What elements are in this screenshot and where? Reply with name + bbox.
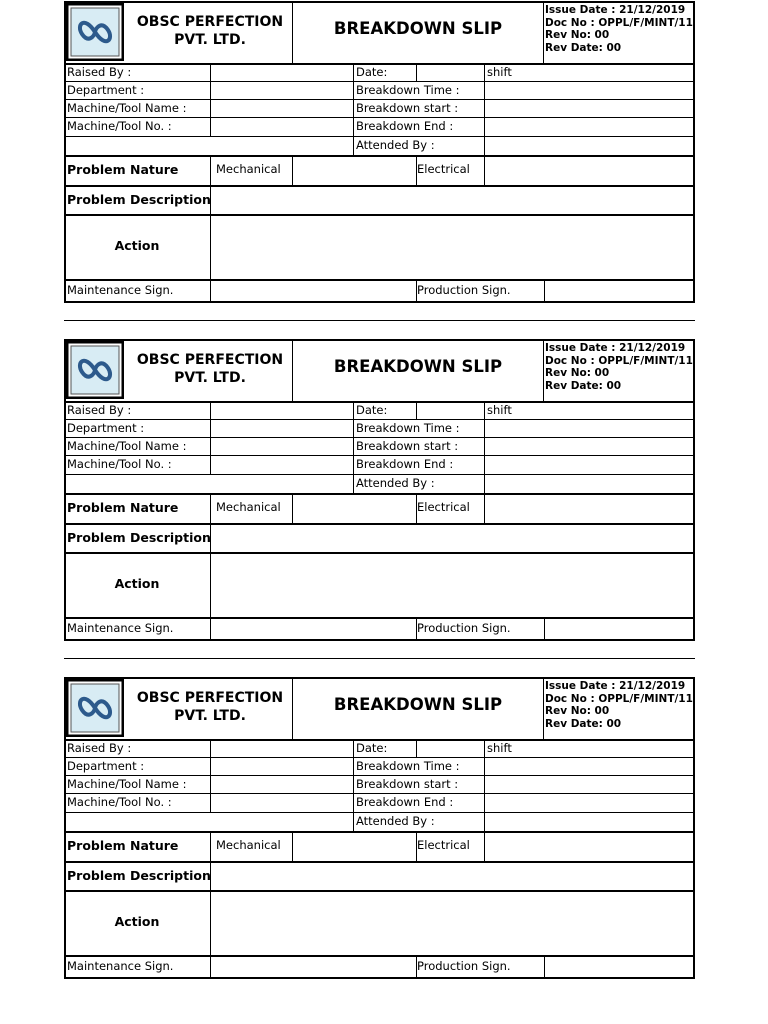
grid-line bbox=[484, 401, 485, 494]
border-line bbox=[64, 639, 695, 641]
grid-line bbox=[484, 493, 485, 524]
electrical-label: Electrical bbox=[417, 500, 470, 514]
grid-line bbox=[64, 214, 695, 216]
grid-line bbox=[544, 617, 545, 641]
shift-label: shift bbox=[487, 403, 512, 417]
border-line bbox=[64, 301, 695, 303]
grid-line bbox=[210, 493, 211, 641]
raised-by-label: Raised By : bbox=[67, 403, 132, 417]
grid-line bbox=[64, 861, 695, 863]
grid-line bbox=[64, 117, 695, 118]
grid-line bbox=[210, 155, 211, 303]
border-line bbox=[693, 339, 695, 641]
border-line bbox=[64, 677, 695, 679]
grid-line bbox=[353, 63, 354, 137]
machine-tool-name-label: Machine/Tool Name : bbox=[67, 101, 187, 115]
rev-number: Rev No: 00 bbox=[545, 367, 610, 379]
department-label: Department : bbox=[67, 421, 145, 435]
department-label: Department : bbox=[67, 759, 145, 773]
grid-line bbox=[292, 493, 293, 524]
border-line bbox=[64, 1, 66, 303]
problem-nature-label: Problem Nature bbox=[67, 838, 179, 853]
border-line bbox=[64, 677, 66, 979]
machine-tool-no-label: Machine/Tool No. : bbox=[67, 795, 172, 809]
grid-line bbox=[353, 812, 354, 832]
grid-line bbox=[210, 831, 211, 979]
grid-line bbox=[64, 136, 695, 137]
grid-line bbox=[64, 793, 695, 794]
rev-date: Rev Date: 00 bbox=[545, 379, 622, 392]
issue-date: Issue Date : 21/12/2019 bbox=[545, 342, 686, 354]
grid-line bbox=[353, 401, 354, 475]
rev-number: Rev No: 00 bbox=[545, 705, 610, 717]
machine-tool-no-label: Machine/Tool No. : bbox=[67, 457, 172, 471]
production-sign-label: Production Sign. bbox=[417, 283, 511, 297]
company-name-line1: OBSC PERFECTION bbox=[136, 14, 284, 30]
breakdown-end-label: Breakdown End : bbox=[356, 457, 454, 471]
grid-line bbox=[64, 757, 695, 758]
company-name-line2: PVT. LTD. bbox=[174, 32, 246, 48]
machine-tool-name-label: Machine/Tool Name : bbox=[67, 439, 187, 453]
grid-line bbox=[64, 455, 695, 456]
grid-line bbox=[64, 552, 695, 554]
breakdown-end-label: Breakdown End : bbox=[356, 795, 454, 809]
grid-line bbox=[353, 474, 354, 494]
attended-by-label: Attended By : bbox=[356, 476, 435, 490]
mechanical-label: Mechanical bbox=[216, 162, 281, 176]
grid-line bbox=[292, 831, 293, 862]
maintenance-sign-label: Maintenance Sign. bbox=[67, 283, 174, 297]
breakdown-time-label: Breakdown Time : bbox=[356, 421, 460, 435]
doc-info bbox=[545, 342, 693, 392]
maintenance-sign-label: Maintenance Sign. bbox=[67, 959, 174, 973]
electrical-label: Electrical bbox=[417, 838, 470, 852]
grid-line bbox=[210, 401, 211, 475]
doc-number: Doc No : OPPL/F/MINT/11 bbox=[545, 692, 693, 705]
machine-tool-no-label: Machine/Tool No. : bbox=[67, 119, 172, 133]
grid-line bbox=[64, 775, 695, 776]
grid-line bbox=[210, 739, 211, 813]
border-line bbox=[64, 1, 695, 3]
company-name-line1: OBSC PERFECTION bbox=[136, 690, 284, 706]
date-label: Date: bbox=[356, 403, 388, 417]
grid-line bbox=[64, 279, 695, 281]
shift-label: shift bbox=[487, 741, 512, 755]
border-line bbox=[64, 339, 695, 341]
attended-by-label: Attended By : bbox=[356, 138, 435, 152]
doc-number: Doc No : OPPL/F/MINT/11 bbox=[545, 354, 693, 367]
grid-line bbox=[543, 339, 544, 402]
problem-nature-label: Problem Nature bbox=[67, 500, 179, 515]
breakdown-slip bbox=[64, 1, 695, 303]
mechanical-label: Mechanical bbox=[216, 838, 281, 852]
grid-line bbox=[416, 739, 417, 757]
maintenance-sign-label: Maintenance Sign. bbox=[67, 621, 174, 635]
breakdown-end-label: Breakdown End : bbox=[356, 119, 454, 133]
grid-line bbox=[210, 63, 211, 137]
grid-line bbox=[64, 493, 695, 495]
grid-line bbox=[484, 63, 485, 156]
slip-divider bbox=[64, 658, 695, 659]
doc-number: Doc No : OPPL/F/MINT/11 bbox=[545, 16, 693, 29]
grid-line bbox=[544, 279, 545, 303]
border-line bbox=[64, 977, 695, 979]
production-sign-label: Production Sign. bbox=[417, 621, 511, 635]
machine-tool-name-label: Machine/Tool Name : bbox=[67, 777, 187, 791]
grid-line bbox=[484, 831, 485, 862]
action-label: Action bbox=[114, 576, 160, 591]
slip-title: BREAKDOWN SLIP bbox=[333, 357, 503, 376]
border-line bbox=[693, 1, 695, 303]
slip-title: BREAKDOWN SLIP bbox=[333, 19, 503, 38]
breakdown-slip bbox=[64, 339, 695, 641]
grid-line bbox=[64, 437, 695, 438]
raised-by-label: Raised By : bbox=[67, 65, 132, 79]
issue-date: Issue Date : 21/12/2019 bbox=[545, 4, 686, 16]
grid-line bbox=[543, 1, 544, 64]
slip-divider bbox=[64, 320, 695, 321]
grid-line bbox=[353, 136, 354, 156]
attended-by-label: Attended By : bbox=[356, 814, 435, 828]
rev-date: Rev Date: 00 bbox=[545, 41, 622, 54]
company-name-line1: OBSC PERFECTION bbox=[136, 352, 284, 368]
issue-date: Issue Date : 21/12/2019 bbox=[545, 680, 686, 692]
grid-line bbox=[64, 617, 695, 619]
rev-number: Rev No: 00 bbox=[545, 29, 610, 41]
company-logo-icon bbox=[66, 341, 124, 399]
grid-line bbox=[292, 1, 293, 64]
border-line bbox=[693, 677, 695, 979]
company-logo-icon bbox=[66, 3, 124, 61]
grid-line bbox=[416, 401, 417, 419]
doc-info bbox=[545, 4, 693, 54]
date-label: Date: bbox=[356, 741, 388, 755]
breakdown-start-label: Breakdown start : bbox=[356, 439, 459, 453]
grid-line bbox=[64, 831, 695, 833]
problem-description-label: Problem Description bbox=[67, 530, 211, 545]
rev-date: Rev Date: 00 bbox=[545, 717, 622, 730]
grid-line bbox=[64, 155, 695, 157]
grid-line bbox=[544, 955, 545, 979]
action-label: Action bbox=[114, 914, 160, 929]
problem-description-label: Problem Description bbox=[67, 868, 211, 883]
slip-title: BREAKDOWN SLIP bbox=[333, 695, 503, 714]
grid-line bbox=[353, 739, 354, 813]
breakdown-slip bbox=[64, 677, 695, 979]
production-sign-label: Production Sign. bbox=[417, 959, 511, 973]
grid-line bbox=[64, 99, 695, 100]
grid-line bbox=[416, 63, 417, 81]
breakdown-time-label: Breakdown Time : bbox=[356, 759, 460, 773]
company-name bbox=[127, 13, 293, 49]
raised-by-label: Raised By : bbox=[67, 741, 132, 755]
grid-line bbox=[64, 419, 695, 420]
breakdown-time-label: Breakdown Time : bbox=[356, 83, 460, 97]
grid-line bbox=[292, 677, 293, 740]
problem-description-label: Problem Description bbox=[67, 192, 211, 207]
company-name bbox=[127, 351, 293, 387]
problem-nature-label: Problem Nature bbox=[67, 162, 179, 177]
breakdown-start-label: Breakdown start : bbox=[356, 777, 459, 791]
electrical-label: Electrical bbox=[417, 162, 470, 176]
grid-line bbox=[64, 185, 695, 187]
date-label: Date: bbox=[356, 65, 388, 79]
grid-line bbox=[64, 523, 695, 525]
company-name-line2: PVT. LTD. bbox=[174, 370, 246, 386]
mechanical-label: Mechanical bbox=[216, 500, 281, 514]
grid-line bbox=[292, 339, 293, 402]
grid-line bbox=[64, 955, 695, 957]
doc-info bbox=[545, 680, 693, 730]
border-line bbox=[64, 339, 66, 641]
grid-line bbox=[484, 739, 485, 832]
company-name-line2: PVT. LTD. bbox=[174, 708, 246, 724]
grid-line bbox=[292, 155, 293, 186]
company-logo-icon bbox=[66, 679, 124, 737]
grid-line bbox=[64, 812, 695, 813]
grid-line bbox=[64, 890, 695, 892]
grid-line bbox=[64, 81, 695, 82]
action-label: Action bbox=[114, 238, 160, 253]
grid-line bbox=[543, 677, 544, 740]
department-label: Department : bbox=[67, 83, 145, 97]
grid-line bbox=[64, 474, 695, 475]
breakdown-start-label: Breakdown start : bbox=[356, 101, 459, 115]
company-name bbox=[127, 689, 293, 725]
shift-label: shift bbox=[487, 65, 512, 79]
grid-line bbox=[484, 155, 485, 186]
